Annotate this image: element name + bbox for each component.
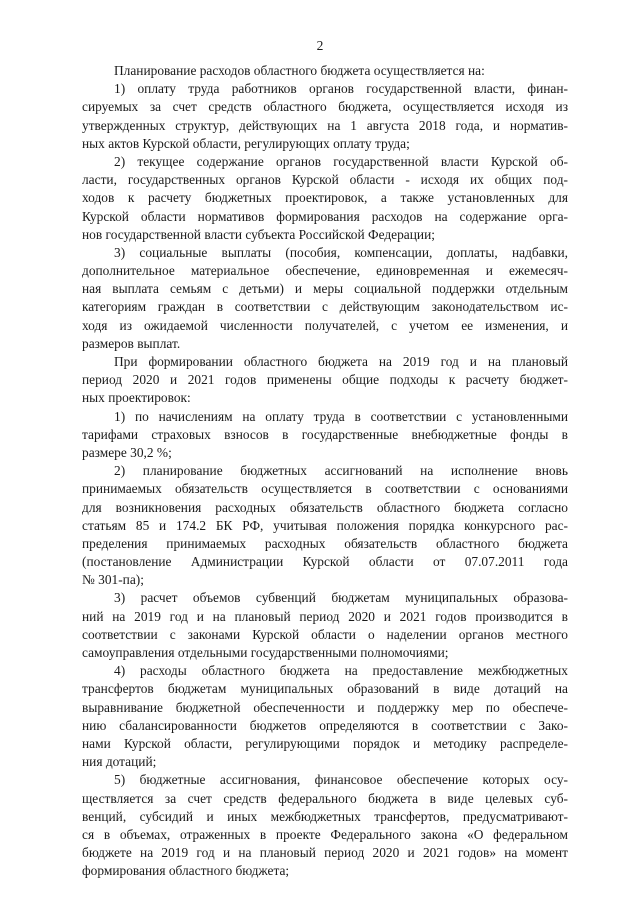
text-line: утвержденных структур, действующих на 1 августа 2018 года, и норматив- [82, 117, 568, 133]
page-number: 2 [316, 38, 324, 53]
text-line: ходя из ожидаемой численности получателей, с учетом ее изменения, и [82, 317, 568, 333]
text-line: размеров выплат. [82, 335, 181, 351]
text-line: соответствии с законами Курской области о наделении органов местного [82, 626, 568, 642]
text-line: 3) расчет объемов субвенций бюджетам муниципальных образова- [114, 590, 568, 606]
text-line: При формировании областного бюджета на 2019 год и на плановый [114, 354, 568, 369]
text-line: венций, субсидий и иных межбюджетных трансфертов, предусматривают- [82, 808, 568, 824]
text-line: размере 30,2 %; [82, 444, 172, 460]
text-line: выравнивание бюджетной обеспеченности и поддержку мер по обеспече- [82, 699, 568, 715]
document-body [82, 62, 568, 880]
text-line: категориям граждан в соответствии с действующим законодательством ис- [82, 299, 568, 315]
text-line: 2) текущее содержание органов государственной власти Курской об- [114, 153, 568, 169]
text-line: пределения принимаемых расходных обязательств областного бюджета [82, 535, 568, 551]
text-line: бюджете на 2019 год и на плановый период 2020 и 2021 годов» на момент [82, 845, 568, 861]
text-line: 4) расходы областного бюджета на предоставление межбюджетных [114, 663, 568, 679]
text-line: сируемых за счет средств областного бюджета, осуществляется исходя из [82, 99, 568, 115]
text-line: нов государственной власти субъекта Российской Федерации; [82, 226, 435, 242]
text-line: трансфертов бюджетам муниципальных образований в виде дотаций на [82, 681, 568, 697]
text-line: формирования областного бюджета; [82, 863, 290, 879]
text-line: 1) оплату труда работников органов государственной власти, финан- [114, 81, 568, 97]
text-line: 3) социальные выплаты (пособия, компенсации, доплаты, надбавки, [114, 244, 568, 260]
text-line: ных проектировок: [82, 390, 191, 406]
text-line: ся в объемах, отраженных в проекте Федерального закона «О федеральном [82, 826, 568, 842]
text-line: 2) планирование бюджетных ассигнований на исполнение вновь [114, 463, 568, 479]
text-line: 5) бюджетные ассигнования, финансовое обеспечение которых осу- [114, 772, 568, 788]
text-line: статьям 85 и 174.2 БК РФ, учитывая положения порядка конкурсного рас- [82, 517, 568, 533]
text-line: период 2020 и 2021 годов применены общие подходы к расчету бюджет- [82, 372, 568, 388]
text-line: тарифами страховых взносов в государственные внебюджетные фонды в [82, 426, 568, 442]
text-line: нами Курской области, регулирующими порядок и методику распределе- [82, 735, 568, 751]
text-line: самоуправления отдельными государственными полномочиями; [82, 645, 449, 660]
text-line: принимаемых обязательств осуществляется в соответствии с основаниями [82, 481, 568, 497]
text-line: 1) по начислениям на оплату труда в соответствии с установленными [114, 408, 568, 424]
text-line: ная выплата семьям с детьми) и меры социальной поддержки отдельным [82, 281, 568, 297]
text-line: Курской области нормативов формирования расходов на содержание орга- [82, 208, 568, 224]
text-line: дополнительное материальное обеспечение, единовременная и ежемесяч- [82, 263, 568, 279]
text-line: нию сбалансированности бюджетов определяются в соответствии с Зако- [82, 717, 568, 733]
text-line: ществляется за счет средств федерального бюджета в виде целевых суб- [82, 790, 568, 806]
text-line: ходов к расчету бюджетных проектировок, а также установленных для [82, 190, 568, 206]
text-line: ний на 2019 год и на плановый период 2020 и 2021 годов производится в [82, 608, 568, 624]
text-line: ласти, государственных органов Курской области - исходя их общих под- [82, 172, 568, 188]
text-line: ных актов Курской области, регулирующих оплату труда; [82, 135, 410, 151]
text-line: Планирование расходов областного бюджета осуществляется на: [114, 63, 485, 78]
text-line: № 301-па); [82, 572, 144, 588]
text-line: ния дотаций; [82, 754, 157, 770]
text-line: для возникновения расходных обязательств областного бюджета согласно [82, 499, 568, 515]
text-line: (постановление Администрации Курской области от 07.07.2011 года [82, 554, 568, 570]
